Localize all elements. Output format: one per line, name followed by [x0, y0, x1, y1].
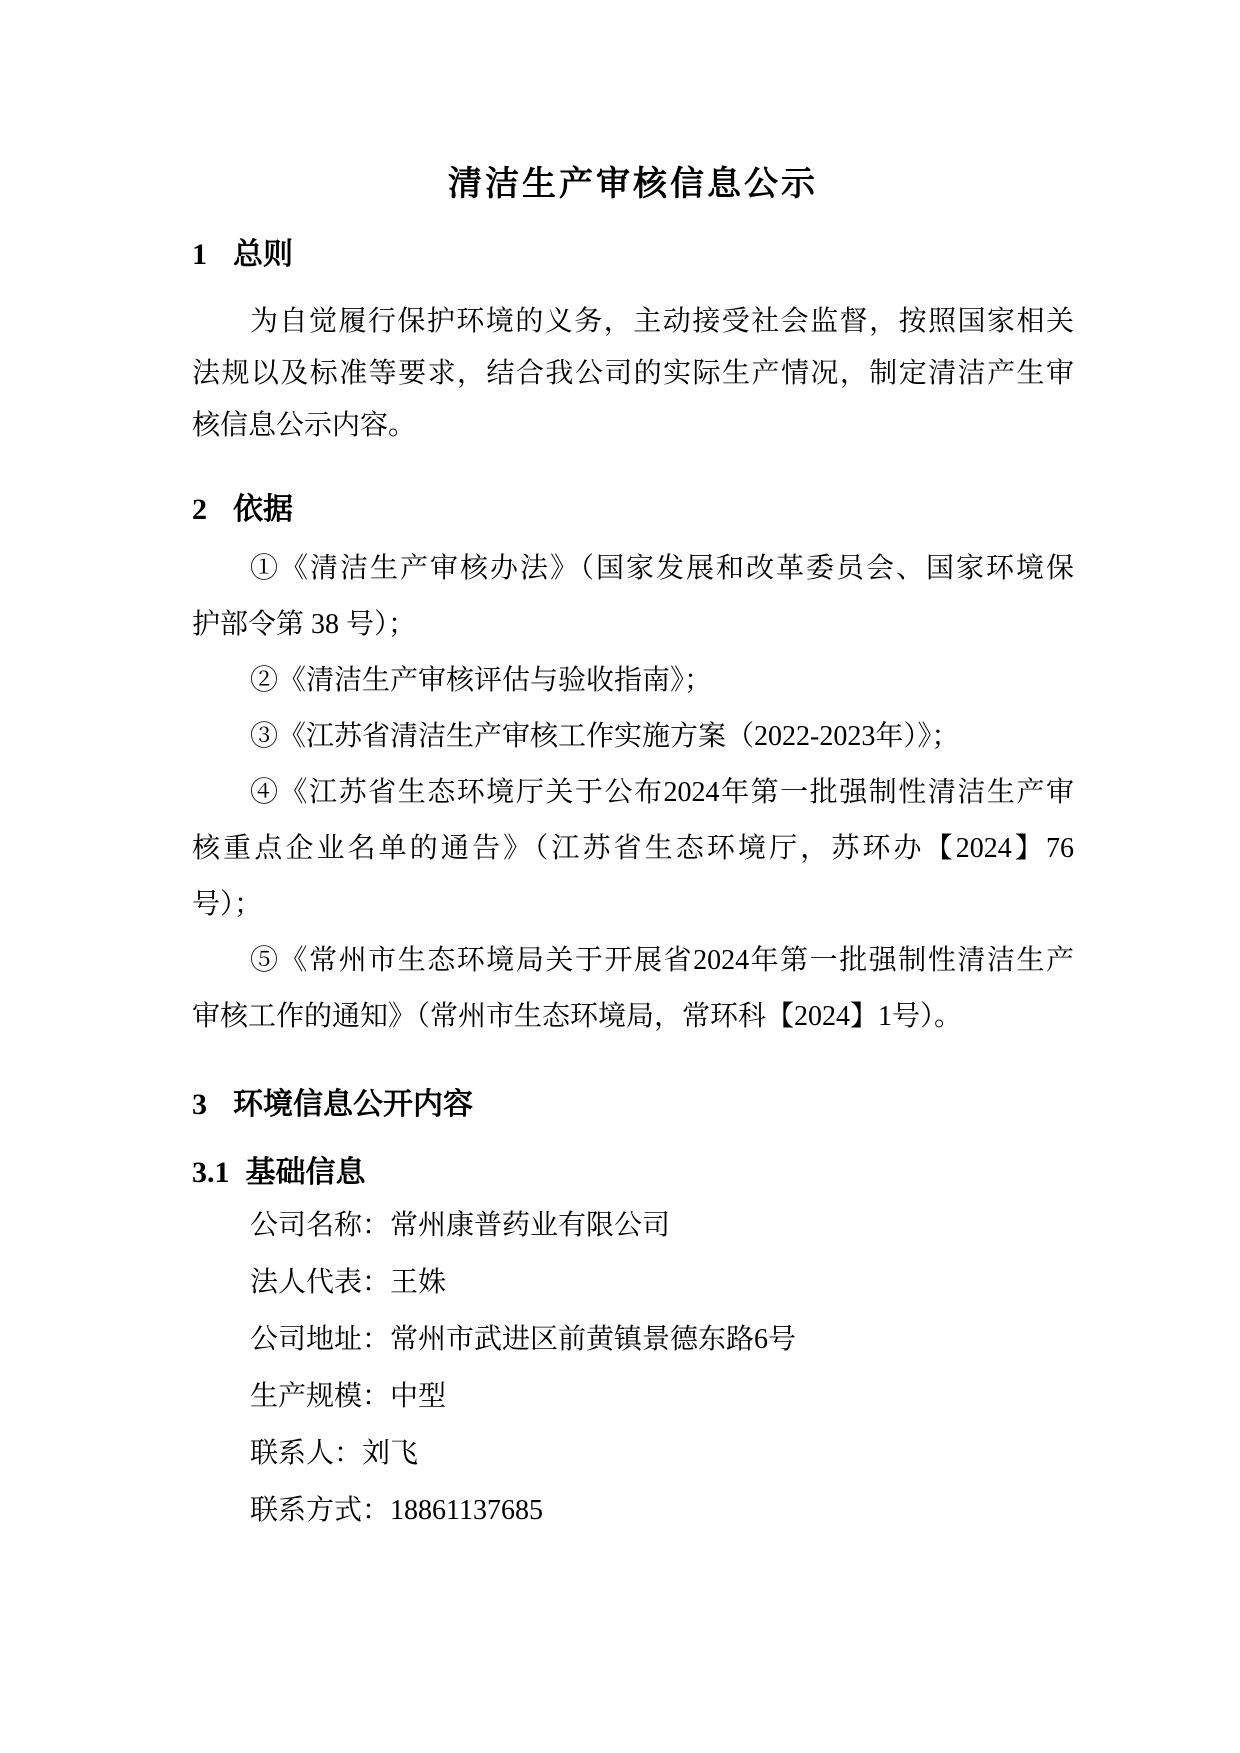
section-3-title: 环境信息公开内容 [233, 1088, 473, 1121]
list-item-line: 护部令第 38 号）； [192, 609, 417, 640]
list-item-line: 号）； [192, 889, 263, 920]
section-3-heading [192, 1087, 1074, 1123]
list-item-line: ⑤《常州市生态环境局关于开展省2024年第一批强制性清洁生产 [250, 945, 1074, 976]
list-item-line: 审核工作的通知》（常州市生态环境局，常环科【2024】1号）。 [192, 1001, 963, 1032]
info-line-company-address: 公司地址：常州市武进区前黄镇景德东路6号 [250, 1324, 797, 1355]
section-1-heading [192, 237, 1074, 273]
info-line-contact-person: 联系人：刘飞 [250, 1438, 419, 1469]
basic-info-list [192, 1197, 1074, 1539]
paragraph-line: 为自觉履行保护环境的义务，主动接受社会监督，按照国家相关 [250, 306, 1074, 337]
section-3-1-heading [192, 1155, 1074, 1191]
section-2-title: 依据 [233, 493, 293, 526]
section-1-paragraph [192, 296, 1074, 452]
info-line-contact-phone: 联系方式：18861137685 [250, 1495, 543, 1526]
section-2-number: 2 [192, 493, 207, 526]
list-item-line: ④《江苏省生态环境厅关于公布2024年第一批强制性清洁生产审 [250, 777, 1074, 808]
list-item-line: ②《清洁生产审核评估与验收指南》； [250, 665, 713, 696]
info-line-legal-representative: 法人代表：王姝 [250, 1267, 447, 1298]
section-3-1-title: 基础信息 [245, 1156, 366, 1189]
section-3-number: 3 [192, 1088, 207, 1121]
paragraph-line: 法规以及标准等要求，结合我公司的实际生产情况，制定清洁产生审 [192, 358, 1074, 389]
section-3-1-number: 3.1 [192, 1156, 230, 1189]
list-item-line: ③《江苏省清洁生产审核工作实施方案（2022-2023年）》； [250, 721, 960, 752]
list-item-line: 核重点企业名单的通告》（江苏省生态环境厅，苏环办【2024】76 [192, 833, 1074, 864]
list-item-line: ①《清洁生产审核办法》（国家发展和改革委员会、国家环境保 [250, 553, 1074, 584]
paragraph-line: 核信息公示内容。 [192, 410, 417, 441]
section-1-number: 1 [192, 238, 207, 271]
info-line-company-name: 公司名称：常州康普药业有限公司 [250, 1210, 671, 1241]
info-line-production-scale: 生产规模：中型 [250, 1381, 447, 1412]
section-2-heading [192, 492, 1074, 528]
section-1-title: 总则 [233, 238, 293, 271]
section-2-list [192, 541, 1074, 1045]
document-title: 清洁生产审核信息公示 [448, 166, 818, 203]
